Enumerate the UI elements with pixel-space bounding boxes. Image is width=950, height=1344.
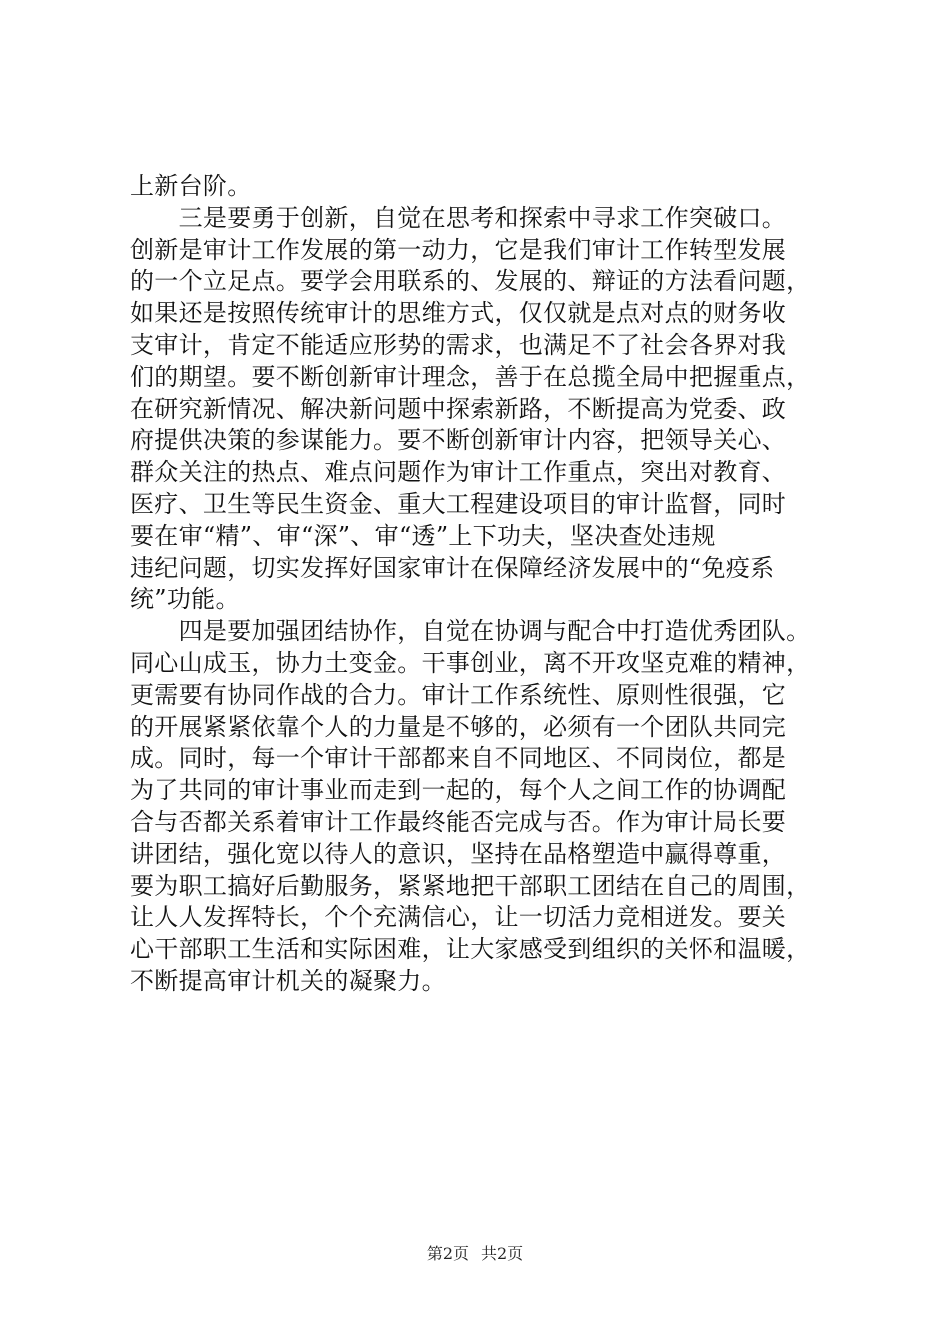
text-line: 违纪问题，切实发挥好国家审计在保障经济发展中的“免疫系 <box>130 553 775 582</box>
text-line: 心干部职工生活和实际困难，让大家感受到组织的关怀和温暖， <box>130 935 811 964</box>
text-line: 创新是审计工作发展的第一动力，它是我们审计工作转型发展 <box>130 235 787 264</box>
text-line: 的开展紧紧依靠个人的力量是不够的，必须有一个团队共同完 <box>130 712 787 741</box>
text-line: 府提供决策的参谋能力。要不断创新审计内容，把领导关心、 <box>130 426 787 455</box>
text-line: 统”功能。 <box>130 585 240 614</box>
text-line: 更需要有协同作战的合力。审计工作系统性、原则性很强，它 <box>130 680 787 709</box>
text-line: 四是要加强团结协作，自觉在协调与配合中打造优秀团队。 <box>130 617 811 646</box>
text-line: 支审计，肯定不能适应形势的需求，也满足不了社会各界对我 <box>130 330 787 359</box>
text-line: 讲团结，强化宽以待人的意识，坚持在品格塑造中赢得尊重， <box>130 839 787 868</box>
text-line: 如果还是按照传统审计的思维方式，仅仅就是点对点的财务收 <box>130 299 787 328</box>
text-line: 医疗、卫生等民生资金、重大工程建设项目的审计监督，同时 <box>130 489 787 518</box>
text-line: 要在审“精”、审“深”、审“透”上下功夫，坚决查处违规 <box>130 521 716 550</box>
page-number-current: 第2页 <box>426 1244 469 1263</box>
text-line: 上新台阶。 <box>130 172 252 200</box>
text-line: 的一个立足点。要学会用联系的、发展的、辩证的方法看问题， <box>130 267 811 296</box>
text-line: 要为职工搞好后勤服务，紧紧地把干部职工团结在自己的周围， <box>130 871 811 900</box>
text-line: 合与否都关系着审计工作最终能否完成与否。作为审计局长要 <box>130 807 787 836</box>
page-number-total: 共2页 <box>481 1244 524 1263</box>
page-footer <box>0 1244 950 1264</box>
text-line: 三是要勇于创新，自觉在思考和探索中寻求工作突破口。 <box>130 203 787 232</box>
text-line: 群众关注的热点、难点问题作为审计工作重点，突出对教育、 <box>130 458 787 487</box>
body-text <box>130 171 830 998</box>
text-line: 不断提高审计机关的凝聚力。 <box>130 966 446 995</box>
text-line: 让人人发挥特长，个个充满信心，让一切活力竞相迸发。要关 <box>130 903 787 932</box>
text-line: 为了共同的审计事业而走到一起的，每个人之间工作的协调配 <box>130 776 787 805</box>
text-line: 同心山成玉，协力土变金。干事创业，离不开攻坚克难的精神， <box>130 648 811 677</box>
text-line: 们的期望。要不断创新审计理念，善于在总揽全局中把握重点， <box>130 362 811 391</box>
text-line: 成。同时，每一个审计干部都来自不同地区、不同岗位，都是 <box>130 744 787 773</box>
text-line: 在研究新情况、解决新问题中探索新路，不断提高为党委、政 <box>130 394 787 423</box>
